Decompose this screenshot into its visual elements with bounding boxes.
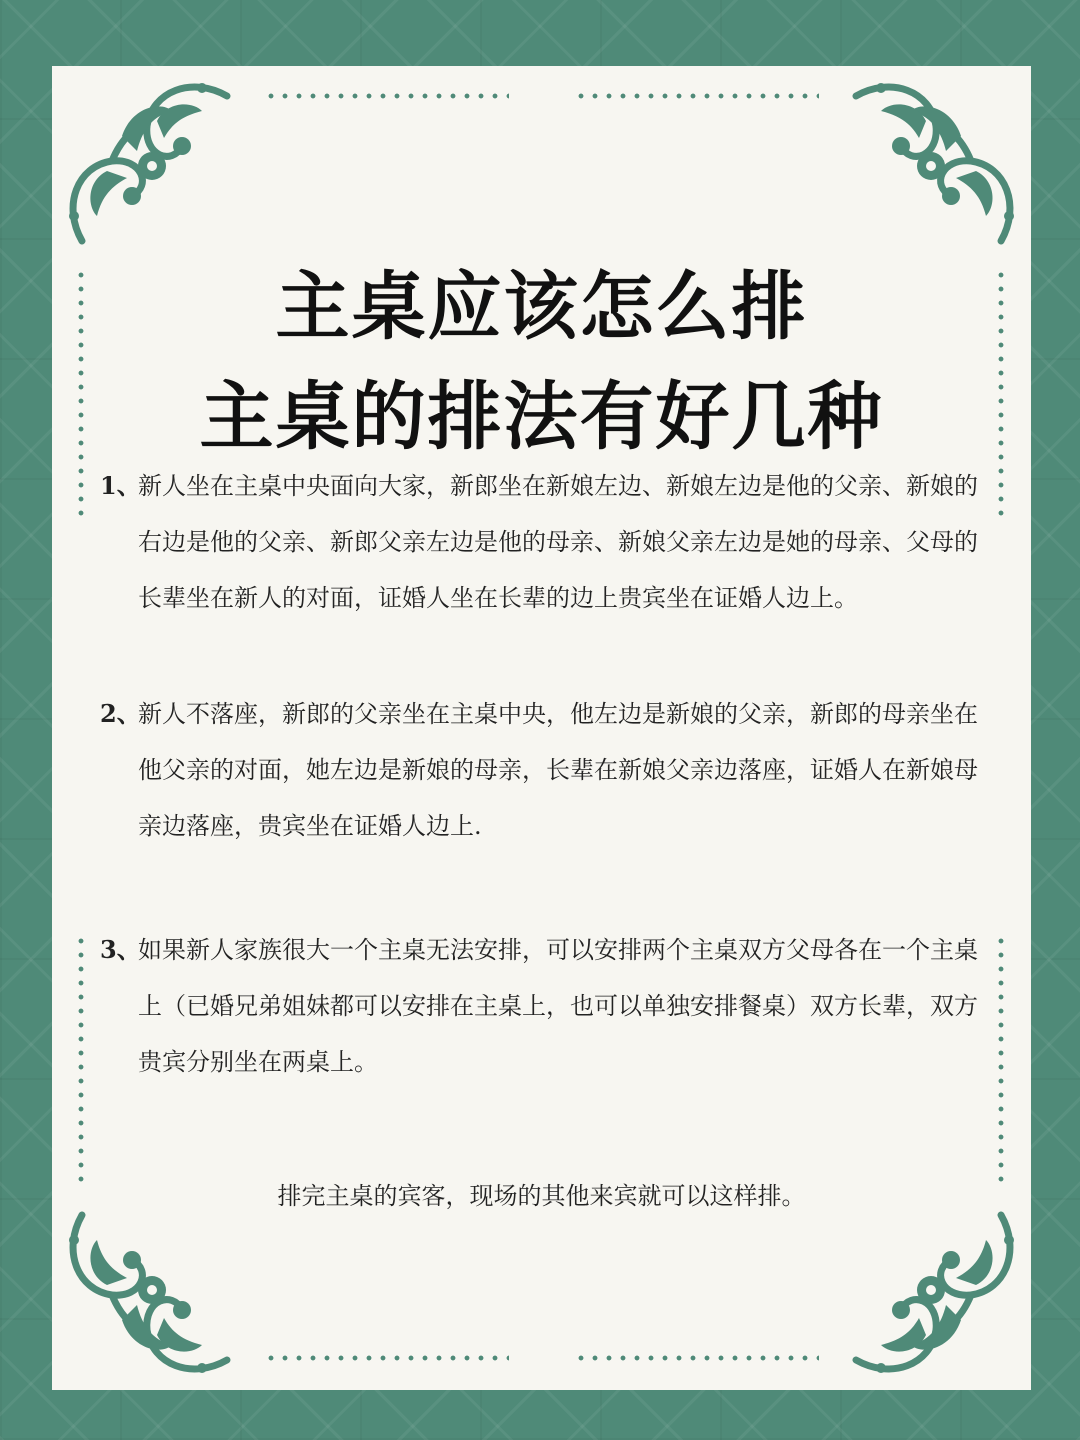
title-line-1: 主桌应该怎么排 (275, 264, 808, 350)
footer-note: 排完主桌的宾客，现场的其他来宾就可以这样排。 (277, 1182, 806, 1210)
item-number: 2、 (100, 699, 141, 728)
item-text: 新人不落座，新郎的父亲坐在主桌中央，他左边是新娘的父亲，新郎的母亲坐在他父亲的对面，她左边是新娘的母亲，长辈在新娘父亲边落座，证婚人在新娘母亲边落座，贵宾坐在证婚人边上. (138, 700, 978, 840)
item-text: 如果新人家族很大一个主桌无法安排，可以安排两个主桌双方父母各在一个主桌上（已婚兄弟姐妹都可以安排在主桌上，也可以单独安排餐桌）双方长辈，双方贵宾分别坐在两桌上。 (138, 936, 978, 1076)
list-item (100, 922, 1000, 1090)
dotted-border-bottom-left (264, 1355, 509, 1361)
item-number: 1、 (100, 471, 141, 500)
item-text: 新人坐在主桌中央面向大家，新郎坐在新娘左边、新娘左边是他的父亲、新娘的右边是他的父亲、新郎父亲左边是他的母亲、新娘父亲左边是她的母亲、父母的长辈坐在新人的对面，证婚人坐在长辈的边上贵宾坐在证婚人边上。 (138, 472, 978, 612)
title-line-2: 主桌的排法有好几种 (199, 374, 884, 460)
dotted-border-top-left (264, 93, 509, 99)
dotted-border-top-right (574, 93, 819, 99)
dotted-border-bottom-right (574, 1355, 819, 1361)
floral-ornament-icon (831, 66, 1031, 266)
dotted-border-left-bottom (78, 934, 84, 1189)
list-item (100, 686, 1000, 854)
item-number: 3、 (100, 935, 141, 964)
list-item (100, 458, 1000, 626)
content-card (52, 66, 1031, 1390)
page-title (52, 252, 1031, 472)
floral-ornament-icon (52, 66, 252, 266)
